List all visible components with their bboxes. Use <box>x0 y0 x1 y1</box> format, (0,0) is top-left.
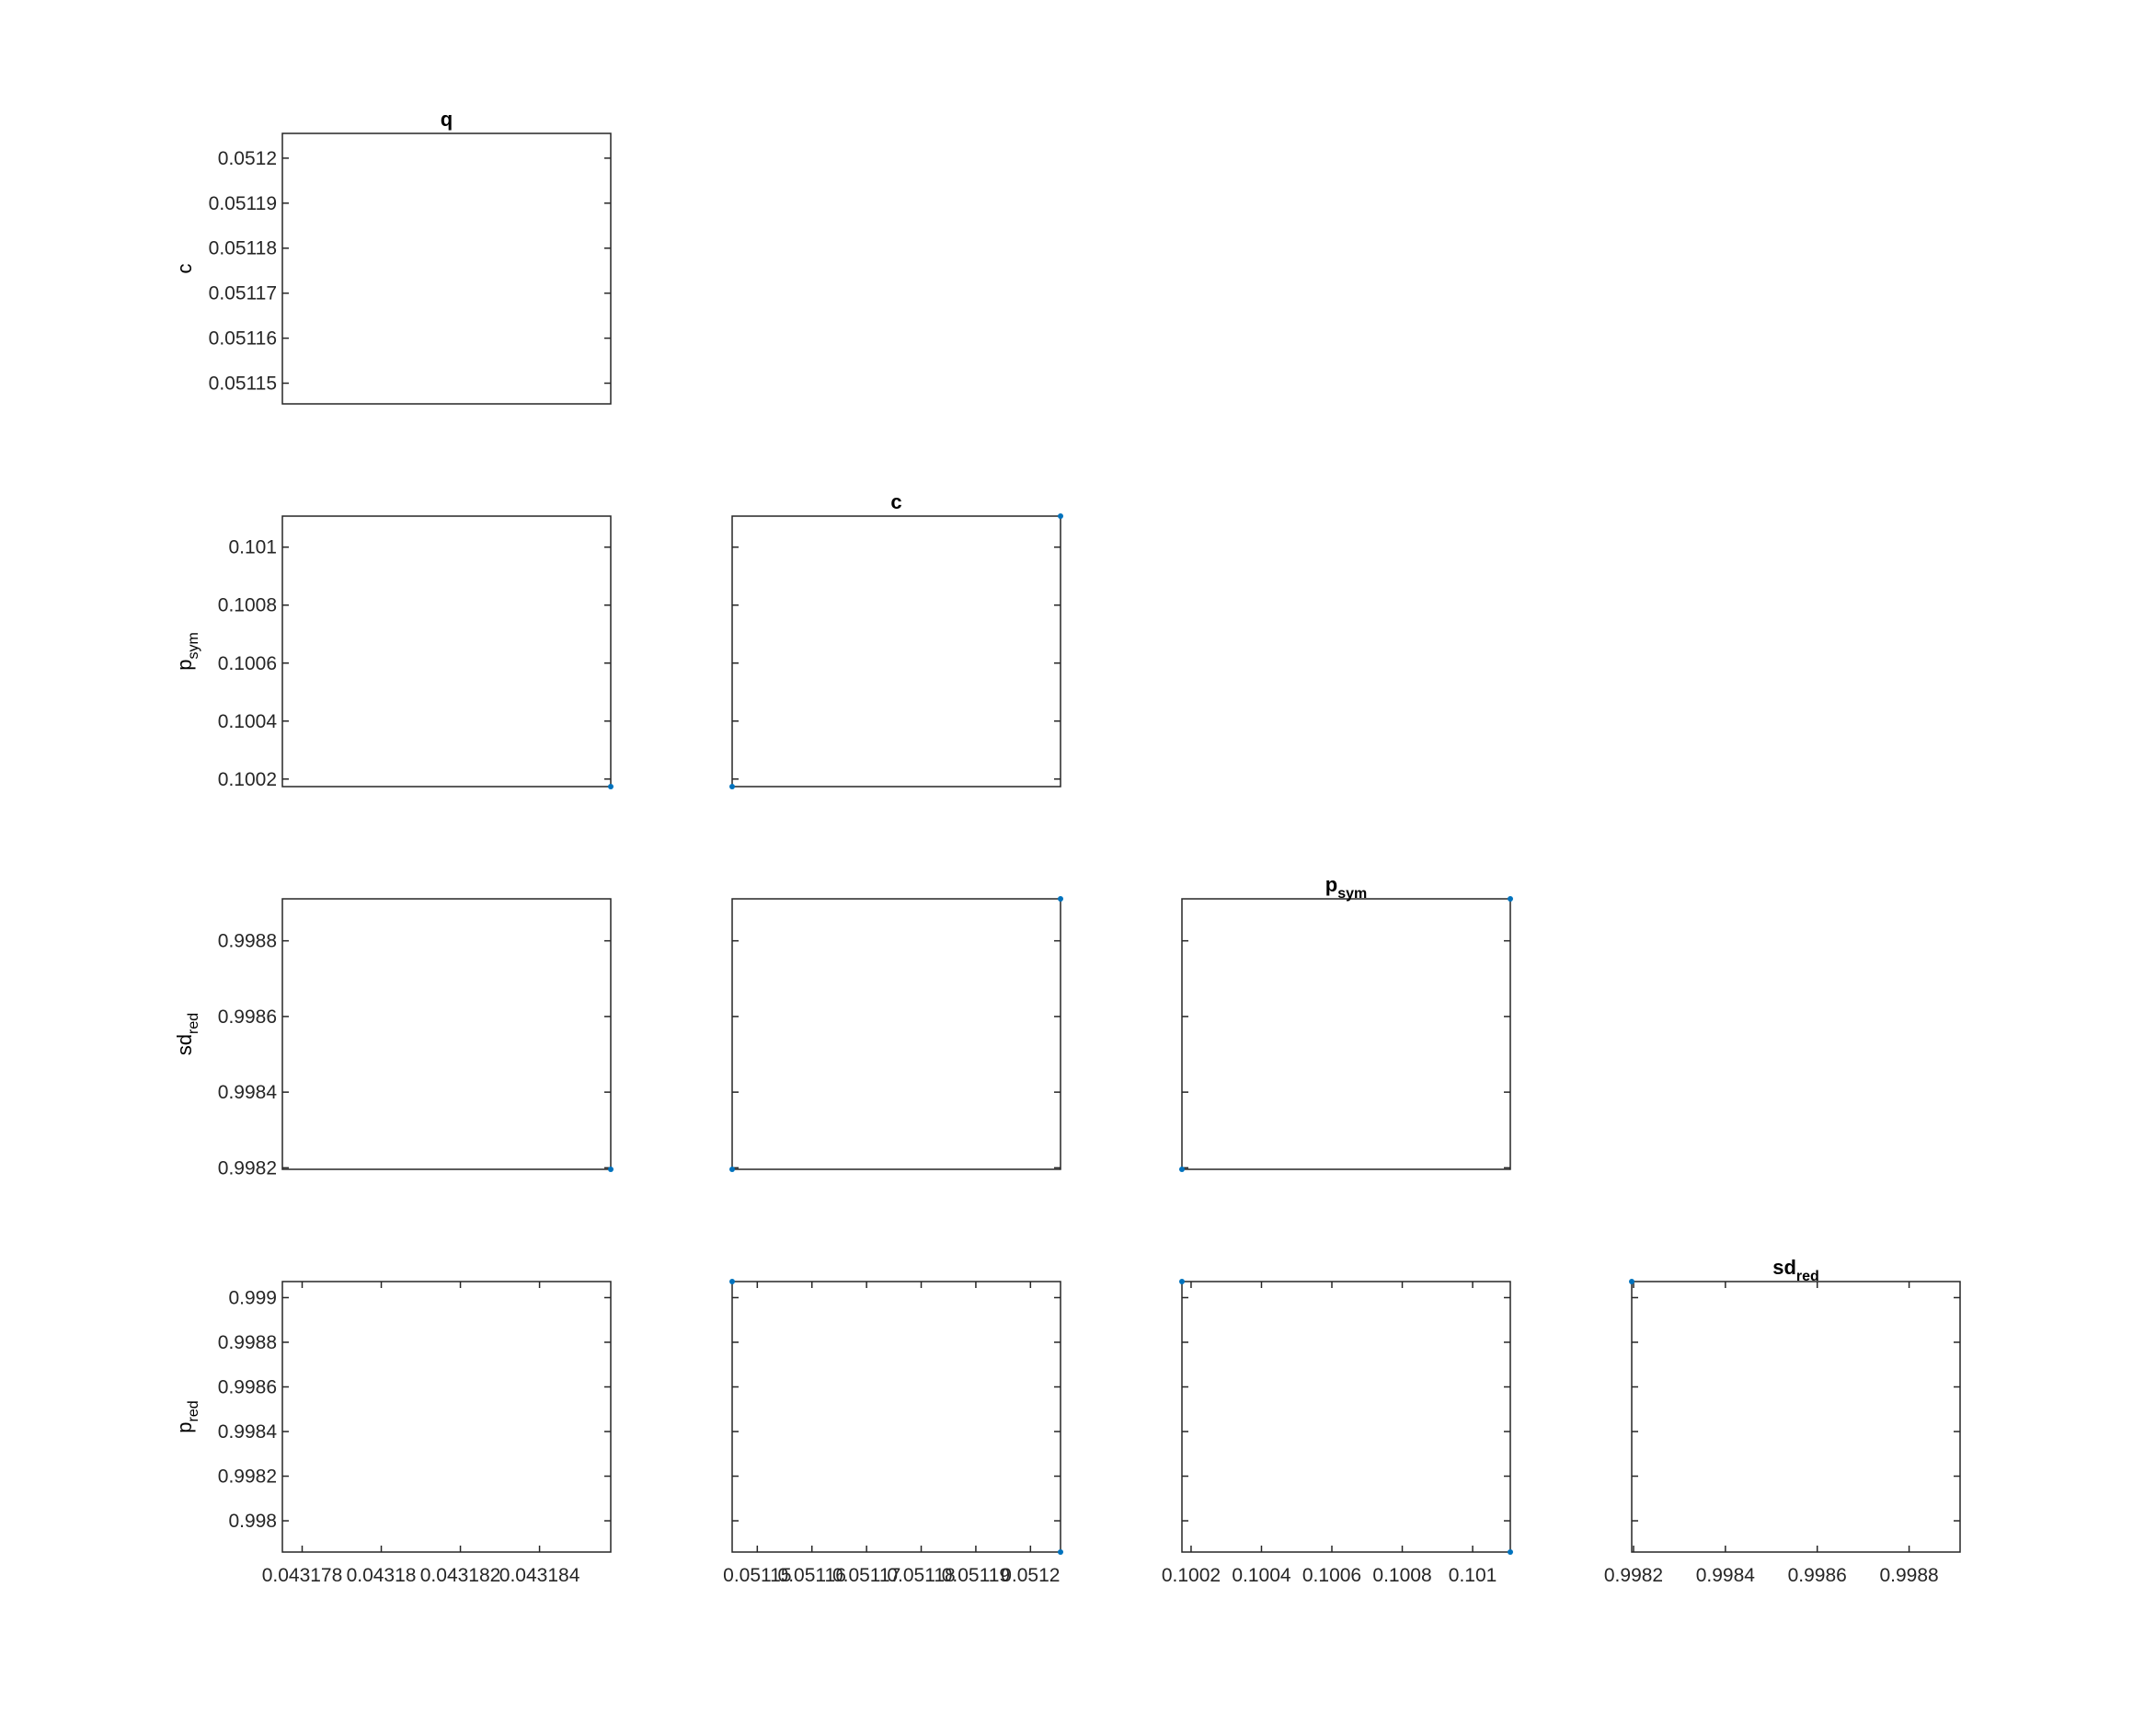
panel-title-p_sym: $p_{sym}$ <box>1325 873 1368 902</box>
data-point <box>1058 896 1063 902</box>
y-tick-label: 0.9984 <box>217 1082 277 1104</box>
x-tick-label: 0.101 <box>1448 1565 1497 1586</box>
panel-title-q: q <box>440 108 453 131</box>
y-tick-label: 0.1004 <box>217 710 277 732</box>
data-point <box>729 1279 735 1284</box>
y-tick-label: 0.05118 <box>208 237 277 259</box>
panel-c-vs-p_sym <box>729 490 1063 789</box>
x-tick-label: 0.043178 <box>261 1565 343 1586</box>
x-tick-label: 0.1004 <box>1232 1565 1291 1586</box>
panel-p_sym-vs-p_red <box>1162 1279 1513 1586</box>
y-tick-label: 0.999 <box>228 1287 277 1309</box>
data-point <box>1629 1279 1634 1284</box>
x-tick-label: 0.9986 <box>1787 1565 1847 1586</box>
panel-title-c: c <box>890 490 902 513</box>
data-point <box>1058 513 1063 519</box>
x-tick-label: 0.05118 <box>887 1565 956 1586</box>
data-point <box>1058 1549 1063 1555</box>
panel-q-vs-c <box>173 108 611 404</box>
data-point <box>1508 1549 1513 1555</box>
y-tick-label: 0.9988 <box>217 930 277 952</box>
data-point <box>1179 1279 1185 1284</box>
y-axis-label-c: c <box>173 263 196 274</box>
data-point <box>729 784 735 789</box>
axes-frame <box>282 516 611 787</box>
data-point <box>608 784 614 789</box>
y-tick-label: 0.9982 <box>217 1466 277 1488</box>
y-tick-label: 0.9986 <box>217 1376 277 1398</box>
x-tick-label: 0.1006 <box>1302 1565 1362 1586</box>
data-point <box>729 1167 735 1172</box>
y-axis-label-p_red: $p_{red}$ <box>173 1400 201 1433</box>
panel-sd_red-vs-p_red <box>1604 1256 1960 1586</box>
data-point <box>1508 896 1513 902</box>
panel-c-vs-p_red <box>723 1279 1063 1586</box>
panel-p_sym-vs-sd_red <box>1179 873 1513 1172</box>
data-point <box>1179 1167 1185 1172</box>
x-tick-label: 0.0512 <box>1001 1565 1061 1586</box>
x-tick-label: 0.1002 <box>1161 1565 1221 1586</box>
y-axis-label-p_sym: $p_{sym}$ <box>173 632 201 671</box>
y-tick-label: 0.05116 <box>208 328 277 350</box>
panel-q-vs-p_sym <box>173 516 614 790</box>
y-tick-label: 0.101 <box>228 536 277 558</box>
panel-c-vs-sd_red <box>729 896 1063 1172</box>
y-tick-label: 0.9988 <box>217 1331 277 1353</box>
axes-frame <box>732 516 1061 787</box>
y-tick-label: 0.9986 <box>217 1006 277 1028</box>
axes-frame <box>732 899 1061 1169</box>
panel-q-vs-sd_red <box>173 899 614 1179</box>
x-tick-label: 0.05115 <box>723 1565 792 1586</box>
y-tick-label: 0.05115 <box>208 373 277 395</box>
y-tick-label: 0.0512 <box>217 147 277 169</box>
x-tick-label: 0.9984 <box>1695 1565 1755 1586</box>
x-tick-label: 0.05119 <box>941 1565 1011 1586</box>
y-tick-label: 0.05117 <box>208 282 277 305</box>
axes-frame <box>1632 1282 1960 1552</box>
x-tick-label: 0.04318 <box>346 1565 417 1586</box>
x-tick-label: 0.05117 <box>831 1565 901 1586</box>
axes-frame <box>282 1282 611 1552</box>
y-axis-label-sd_red: $sd_{red}$ <box>173 1012 201 1056</box>
x-tick-label: 0.043182 <box>419 1565 501 1586</box>
data-point <box>608 1167 614 1172</box>
axes-frame <box>1182 899 1510 1169</box>
y-tick-label: 0.1002 <box>217 768 277 790</box>
axes-frame <box>282 899 611 1169</box>
x-tick-label: 0.05116 <box>777 1565 846 1586</box>
panel-q-vs-p_red <box>173 1282 611 1586</box>
y-tick-label: 0.9982 <box>217 1157 277 1179</box>
axes-frame <box>732 1282 1061 1552</box>
y-tick-label: 0.998 <box>228 1511 277 1533</box>
y-tick-label: 0.1006 <box>217 652 277 674</box>
x-tick-label: 0.043184 <box>499 1565 580 1586</box>
axes-frame <box>282 133 611 404</box>
y-tick-label: 0.05119 <box>208 192 277 214</box>
axes-frame <box>1182 1282 1510 1552</box>
x-tick-label: 0.9982 <box>1603 1565 1664 1586</box>
x-tick-label: 0.1008 <box>1372 1565 1432 1586</box>
x-tick-label: 0.9988 <box>1879 1565 1939 1586</box>
y-tick-label: 0.1008 <box>217 594 277 616</box>
y-tick-label: 0.9984 <box>217 1421 277 1443</box>
panel-title-sd_red: $sd_{red}$ <box>1772 1256 1819 1284</box>
